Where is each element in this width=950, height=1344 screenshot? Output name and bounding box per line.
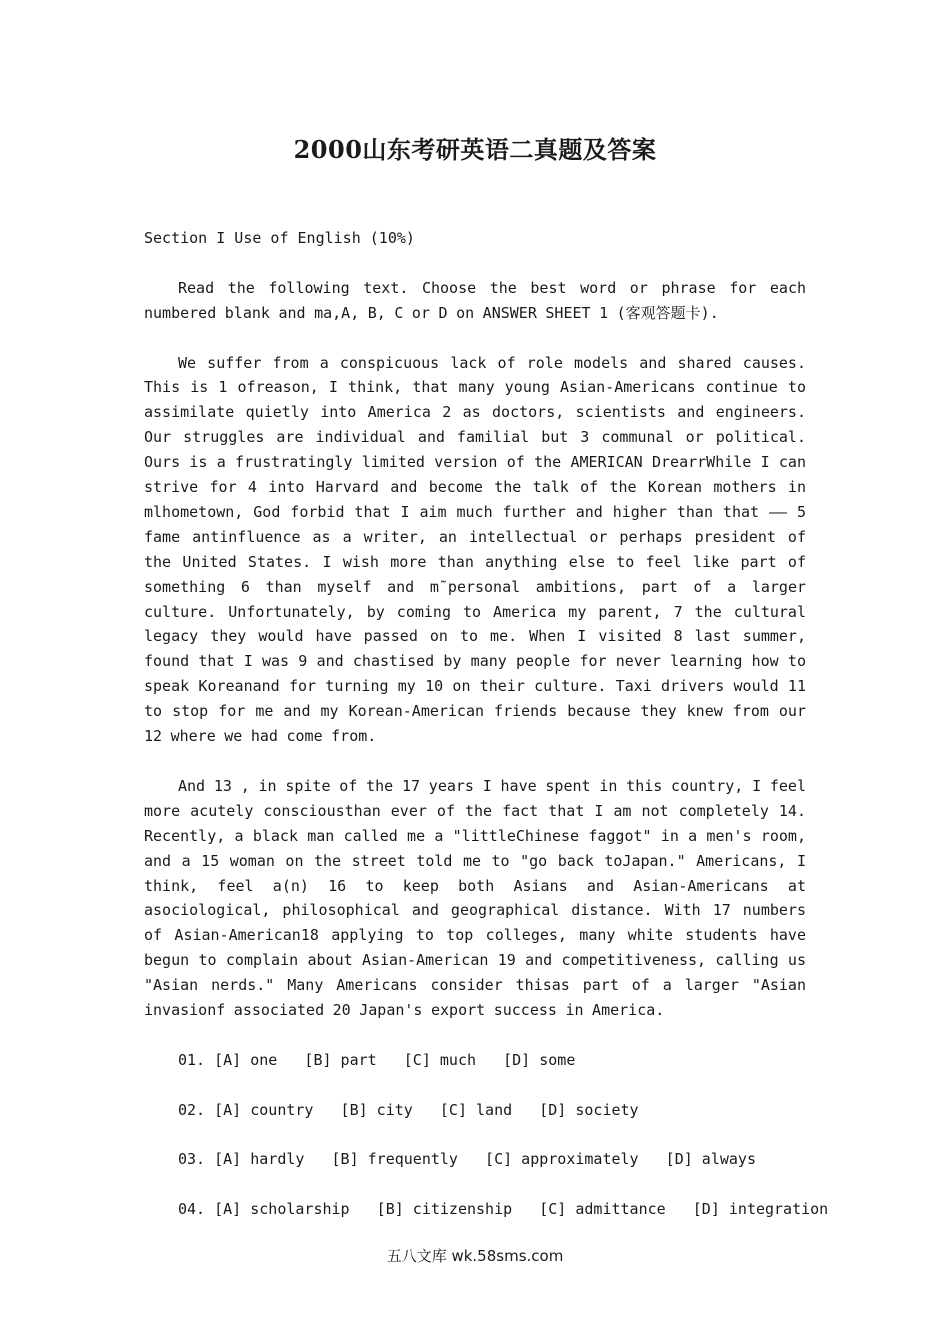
question-2-options: 02. [A] country [B] city [C] land [D] society: [178, 1100, 639, 1119]
page-title: 2000山东考研英语二真题及答案: [293, 135, 657, 164]
question-3-options: 03. [A] hardly [B] frequently [C] approximately [D] always: [178, 1150, 756, 1169]
document-body: [144, 226, 829, 1222]
passage-paragraph-1: We suffer from a conspicuous lack of role models and shared causes. This is 1 ofreason, I think, that many young Asian-Americans continue to assimilate quietly into America 2 as doctors, scientists and engineers. Our struggles are individual and familial but 3 communal or political. Ours is a frustratingly limited version of the AMERICAN DrearrWhile I can strive for 4 into Harvard and become the talk of the Korean mothers in mlhometown, God forbid that I aim much further and higher than that —— 5 fame antinfluence as a writer, an intellectual or perhaps president of the United States. I wish more than anything else to feel like part of something 6 than myself and m˜personal ambitions, part of a larger culture. Unfortunately, by coming to America my parent, 7 the cultural legacy they would have passed on to me. When I visited 8 last summer, found that I was 9 and chastised by many people for never learning how to speak Koreanand for turning my 10 on their culture. Taxi drivers would 11 to stop for me and my Korean-American friends because they knew from our 12 where we had come from.: [144, 353, 806, 746]
question-4-options: 04. [A] scholarship [B] citizenship [C] admittance [D] integration: [178, 1200, 829, 1219]
passage-paragraph-2: And 13 , in spite of the 17 years I have spent in this country, I feel more acutely consciousthan ever of the fact that I am not completely 14. Recently, a black man called me a "littleChinese faggot" in a men's room, and a 15 woman on the street told me to "go back toJapan." Americans, I think, feel a(n) 16 to keep both Asians and Asian-Americans at asociological, philosophical and geographical distance. With 17 numbers of Asian-American18 applying to top colleges, many white students have begun to complain about Asian-American 19 and competitiveness, calling us "Asian nerds." Many Americans consider thisas part of a larger "Asian invasionf associated 20 Japan's export success in America.: [144, 776, 806, 1020]
footer-watermark: 五八文库 wk.58sms.com: [386, 1247, 564, 1265]
instructions-paragraph: Read the following text. Choose the best word or phrase for each numbered blank and ma,A, B, C or D on ANSWER SHEET 1 (客观答题卡).: [144, 278, 806, 322]
question-1-options: 01. [A] one [B] part [C] much [D] some: [178, 1050, 576, 1069]
section-heading: Section I Use of English (10%): [144, 229, 415, 247]
